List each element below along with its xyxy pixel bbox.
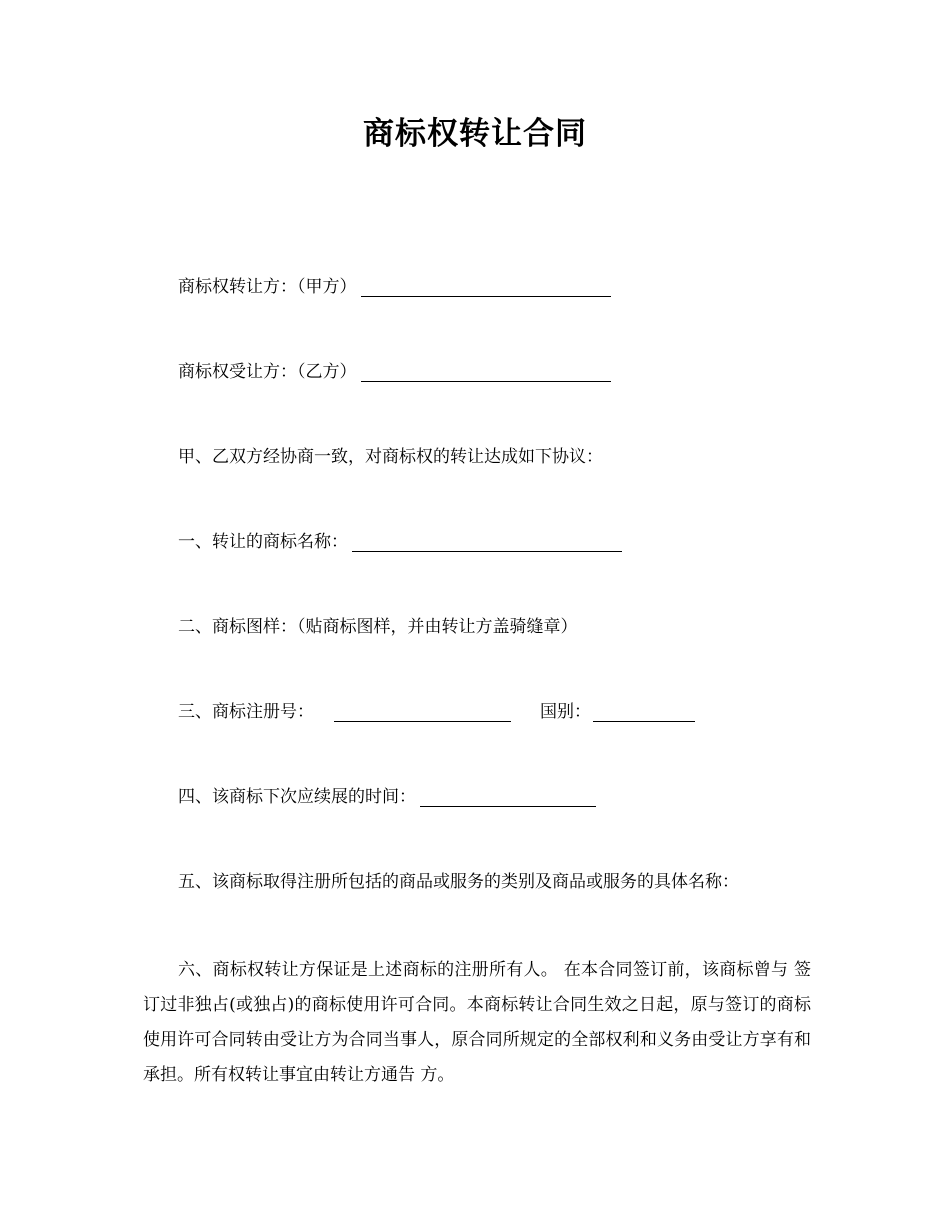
- item4-line: [178, 784, 596, 810]
- registration-number-blank: [334, 701, 511, 722]
- item2-text: 二、商标图样：（贴商标图样，并由转让方盖骑缝章）: [178, 617, 578, 637]
- item5-line: [178, 869, 739, 895]
- transferor-blank: [361, 276, 611, 297]
- agreement-intro: 甲、乙双方经协商一致，对商标权的转让达成如下协议：: [178, 447, 603, 467]
- country-blank: [593, 701, 695, 722]
- item6-paragraph: 六、商标权转让方保证是上述商标的注册所有人。 在本合同签订前，该商标曾与 签订过非独占(或独占)的商标使用许可合同。本商标转让合同生效之日起，原与签订的商标使用许可合同转由受让方为合同当事人，原合同所规定的全部权利和义务由受让方享有和承担。所有权转让事宜由转让方通告 方。: [143, 960, 811, 1085]
- agreement-intro-line: [178, 444, 603, 470]
- item5-text: 五、该商标取得注册所包括的商品或服务的类别及商品或服务的具体名称：: [178, 872, 739, 892]
- item1-label: 一、转让的商标名称：: [178, 532, 348, 552]
- item3-country-label: 国别：: [540, 702, 591, 722]
- document-title: 商标权转让合同: [363, 116, 587, 152]
- trademark-name-blank: [352, 531, 622, 552]
- item3-line: [178, 699, 695, 725]
- transferor-line: [178, 274, 611, 300]
- transferee-line: [178, 359, 611, 385]
- transferor-label: 商标权转让方：（甲方）: [178, 277, 357, 297]
- transferee-blank: [361, 361, 611, 382]
- item4-label: 四、该商标下次应续展的时间：: [178, 787, 416, 807]
- renewal-time-blank: [420, 786, 596, 807]
- item2-line: [178, 614, 578, 640]
- item1-line: [178, 529, 622, 555]
- transferee-label: 商标权受让方：（乙方）: [178, 362, 357, 382]
- item3-label: 三、商标注册号：: [178, 702, 314, 722]
